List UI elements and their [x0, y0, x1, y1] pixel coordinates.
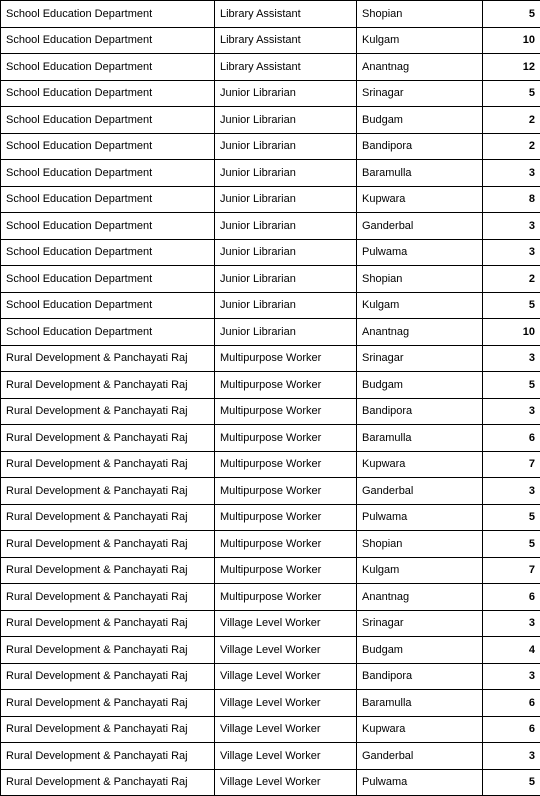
- post-cell: Multipurpose Worker: [215, 451, 357, 478]
- vacancy-count-cell: 5: [483, 80, 540, 107]
- district-cell: Shopian: [357, 531, 483, 558]
- district-cell: Bandipora: [357, 663, 483, 690]
- district-cell: Ganderbal: [357, 478, 483, 505]
- table-row: [1, 531, 540, 558]
- department-cell: School Education Department: [1, 107, 215, 134]
- post-cell: Junior Librarian: [215, 292, 357, 319]
- department-cell: School Education Department: [1, 186, 215, 213]
- district-cell: Baramulla: [357, 160, 483, 187]
- district-cell: Kupwara: [357, 451, 483, 478]
- vacancy-count-cell: 3: [483, 213, 540, 240]
- post-cell: Multipurpose Worker: [215, 478, 357, 505]
- vacancy-count-cell: 10: [483, 319, 540, 346]
- district-cell: Pulwama: [357, 769, 483, 796]
- department-cell: Rural Development & Panchayati Raj: [1, 584, 215, 611]
- district-cell: Anantnag: [357, 54, 483, 81]
- district-cell: Bandipora: [357, 133, 483, 160]
- vacancy-count-cell: 3: [483, 743, 540, 770]
- department-cell: School Education Department: [1, 213, 215, 240]
- department-cell: Rural Development & Panchayati Raj: [1, 557, 215, 584]
- table-row: [1, 133, 540, 160]
- vacancy-count-cell: 6: [483, 716, 540, 743]
- department-cell: Rural Development & Panchayati Raj: [1, 425, 215, 452]
- district-cell: Pulwama: [357, 239, 483, 266]
- table-row: [1, 292, 540, 319]
- district-cell: Budgam: [357, 637, 483, 664]
- post-cell: Village Level Worker: [215, 716, 357, 743]
- department-cell: Rural Development & Panchayati Raj: [1, 451, 215, 478]
- department-cell: School Education Department: [1, 54, 215, 81]
- post-cell: Multipurpose Worker: [215, 372, 357, 399]
- post-cell: Junior Librarian: [215, 266, 357, 293]
- department-cell: School Education Department: [1, 160, 215, 187]
- department-cell: Rural Development & Panchayati Raj: [1, 372, 215, 399]
- department-cell: Rural Development & Panchayati Raj: [1, 637, 215, 664]
- post-cell: Multipurpose Worker: [215, 557, 357, 584]
- table-row: [1, 27, 540, 54]
- district-cell: Shopian: [357, 1, 483, 28]
- post-cell: Multipurpose Worker: [215, 425, 357, 452]
- vacancy-count-cell: 2: [483, 266, 540, 293]
- district-cell: Shopian: [357, 266, 483, 293]
- vacancy-count-cell: 3: [483, 610, 540, 637]
- table-row: [1, 478, 540, 505]
- post-cell: Junior Librarian: [215, 239, 357, 266]
- district-cell: Kupwara: [357, 716, 483, 743]
- vacancy-count-cell: 7: [483, 557, 540, 584]
- vacancy-count-cell: 3: [483, 663, 540, 690]
- vacancy-count-cell: 7: [483, 451, 540, 478]
- district-cell: Srinagar: [357, 80, 483, 107]
- department-cell: Rural Development & Panchayati Raj: [1, 690, 215, 717]
- department-cell: Rural Development & Panchayati Raj: [1, 398, 215, 425]
- department-cell: School Education Department: [1, 133, 215, 160]
- district-cell: Budgam: [357, 107, 483, 134]
- table-row: [1, 372, 540, 399]
- table-row: [1, 160, 540, 187]
- table-row: [1, 610, 540, 637]
- vacancy-count-cell: 6: [483, 425, 540, 452]
- district-cell: Kulgam: [357, 557, 483, 584]
- department-cell: School Education Department: [1, 292, 215, 319]
- post-cell: Library Assistant: [215, 27, 357, 54]
- table-row: [1, 345, 540, 372]
- department-cell: School Education Department: [1, 319, 215, 346]
- district-cell: Anantnag: [357, 319, 483, 346]
- post-cell: Junior Librarian: [215, 107, 357, 134]
- table-row: [1, 80, 540, 107]
- vacancy-count-cell: 5: [483, 769, 540, 796]
- table-row: [1, 716, 540, 743]
- table-row: [1, 213, 540, 240]
- post-cell: Multipurpose Worker: [215, 345, 357, 372]
- vacancy-count-cell: 6: [483, 584, 540, 611]
- department-cell: Rural Development & Panchayati Raj: [1, 769, 215, 796]
- vacancy-count-cell: 2: [483, 133, 540, 160]
- vacancy-count-cell: 5: [483, 292, 540, 319]
- vacancy-count-cell: 8: [483, 186, 540, 213]
- vacancy-count-cell: 5: [483, 372, 540, 399]
- department-cell: Rural Development & Panchayati Raj: [1, 663, 215, 690]
- vacancy-count-cell: 2: [483, 107, 540, 134]
- vacancy-count-cell: 5: [483, 504, 540, 531]
- department-cell: Rural Development & Panchayati Raj: [1, 531, 215, 558]
- district-cell: Kupwara: [357, 186, 483, 213]
- district-cell: Kulgam: [357, 292, 483, 319]
- table-row: [1, 266, 540, 293]
- table-row: [1, 637, 540, 664]
- table-row: [1, 425, 540, 452]
- vacancy-count-cell: 10: [483, 27, 540, 54]
- post-cell: Village Level Worker: [215, 743, 357, 770]
- post-cell: Junior Librarian: [215, 319, 357, 346]
- department-cell: School Education Department: [1, 27, 215, 54]
- table-row: [1, 319, 540, 346]
- district-cell: Ganderbal: [357, 213, 483, 240]
- vacancy-count-cell: 3: [483, 345, 540, 372]
- district-cell: Pulwama: [357, 504, 483, 531]
- vacancy-count-cell: 3: [483, 398, 540, 425]
- table-row: [1, 504, 540, 531]
- district-cell: Baramulla: [357, 690, 483, 717]
- district-cell: Bandipora: [357, 398, 483, 425]
- post-cell: Village Level Worker: [215, 637, 357, 664]
- table-row: [1, 239, 540, 266]
- department-cell: Rural Development & Panchayati Raj: [1, 478, 215, 505]
- post-cell: Multipurpose Worker: [215, 398, 357, 425]
- post-cell: Village Level Worker: [215, 663, 357, 690]
- vacancy-count-cell: 6: [483, 690, 540, 717]
- post-cell: Library Assistant: [215, 1, 357, 28]
- district-cell: Srinagar: [357, 345, 483, 372]
- department-cell: School Education Department: [1, 80, 215, 107]
- vacancy-count-cell: 12: [483, 54, 540, 81]
- vacancy-count-cell: 4: [483, 637, 540, 664]
- table-row: [1, 584, 540, 611]
- department-cell: School Education Department: [1, 266, 215, 293]
- table-body: [1, 1, 540, 796]
- table-row: [1, 186, 540, 213]
- post-cell: Junior Librarian: [215, 160, 357, 187]
- vacancy-count-cell: 3: [483, 478, 540, 505]
- table-row: [1, 743, 540, 770]
- table-row: [1, 663, 540, 690]
- post-cell: Junior Librarian: [215, 80, 357, 107]
- table-row: [1, 398, 540, 425]
- district-cell: Srinagar: [357, 610, 483, 637]
- district-cell: Baramulla: [357, 425, 483, 452]
- department-cell: Rural Development & Panchayati Raj: [1, 345, 215, 372]
- post-cell: Village Level Worker: [215, 610, 357, 637]
- table-row: [1, 690, 540, 717]
- post-cell: Village Level Worker: [215, 769, 357, 796]
- district-cell: Budgam: [357, 372, 483, 399]
- district-cell: Ganderbal: [357, 743, 483, 770]
- vacancy-count-cell: 3: [483, 160, 540, 187]
- district-cell: Anantnag: [357, 584, 483, 611]
- table-row: [1, 54, 540, 81]
- table-row: [1, 451, 540, 478]
- post-cell: Junior Librarian: [215, 133, 357, 160]
- post-cell: Library Assistant: [215, 54, 357, 81]
- vacancy-count-cell: 5: [483, 531, 540, 558]
- department-cell: Rural Development & Panchayati Raj: [1, 504, 215, 531]
- post-cell: Multipurpose Worker: [215, 531, 357, 558]
- department-cell: School Education Department: [1, 239, 215, 266]
- post-cell: Junior Librarian: [215, 213, 357, 240]
- vacancy-count-cell: 3: [483, 239, 540, 266]
- table-row: [1, 557, 540, 584]
- table-row: [1, 1, 540, 28]
- post-cell: Multipurpose Worker: [215, 584, 357, 611]
- table-row: [1, 769, 540, 796]
- department-cell: School Education Department: [1, 1, 215, 28]
- vacancy-count-cell: 5: [483, 1, 540, 28]
- post-cell: Multipurpose Worker: [215, 504, 357, 531]
- district-cell: Kulgam: [357, 27, 483, 54]
- post-cell: Village Level Worker: [215, 690, 357, 717]
- table-row: [1, 107, 540, 134]
- department-cell: Rural Development & Panchayati Raj: [1, 610, 215, 637]
- post-cell: Junior Librarian: [215, 186, 357, 213]
- department-cell: Rural Development & Panchayati Raj: [1, 716, 215, 743]
- department-cell: Rural Development & Panchayati Raj: [1, 743, 215, 770]
